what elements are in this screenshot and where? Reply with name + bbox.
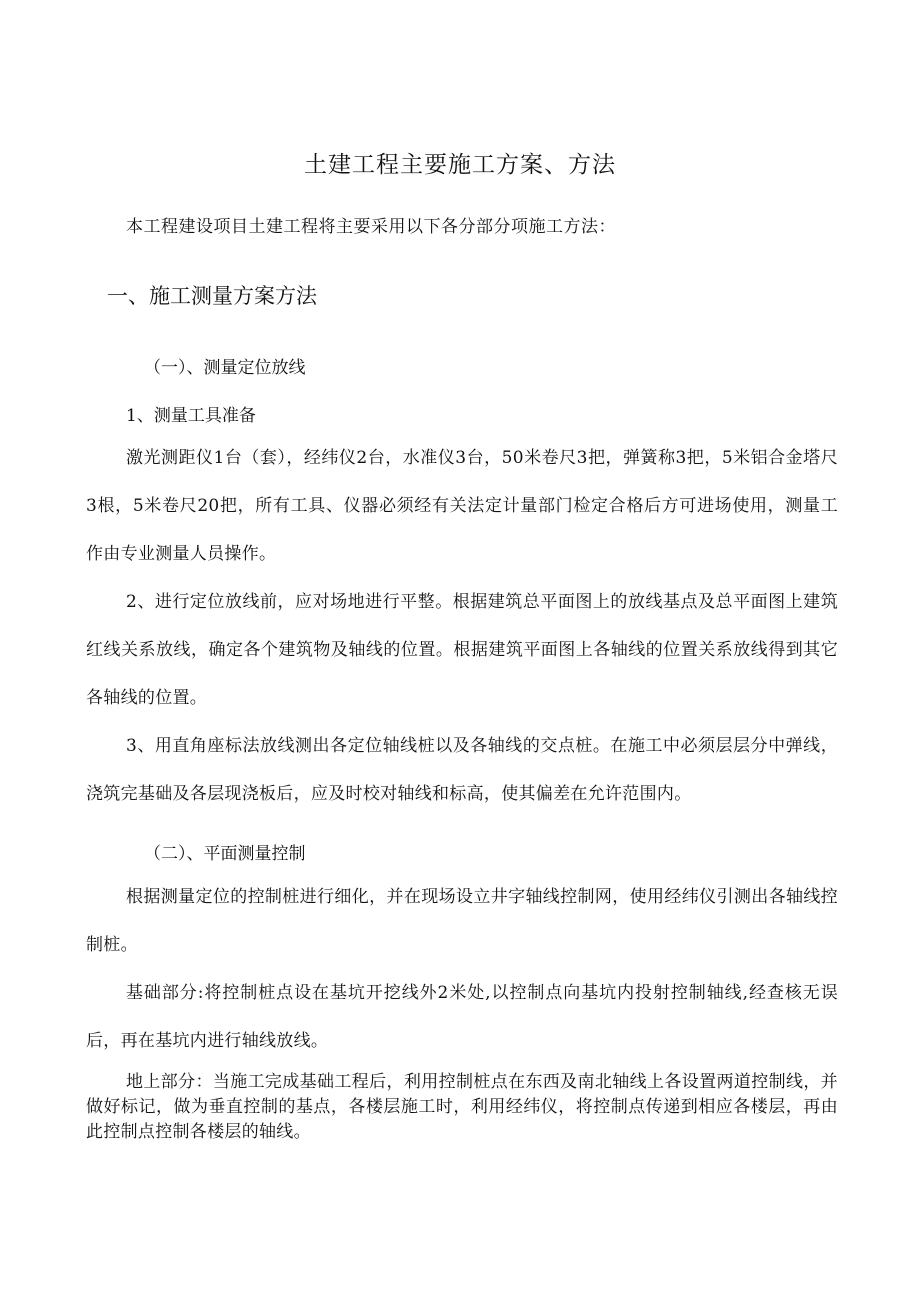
paragraph-tools: 激光测距仪1台（套），经纬仪2台，水准仪3台，50米卷尺3把，弹簧称3把，5米铝合金塔尺3根，5米卷尺20把，所有工具、仪器必须经有关法定计量部门检定合格后方可进场使用，测量工作由专业测量人员操作。: [86, 448, 838, 564]
paragraph-above-ground: 地上部分：当施工完成基础工程后，利用控制桩点在东西及南北轴线上各设置两道控制线，并做好标记，做为垂直控制的基点，各楼层施工时，利用经纬仪，将控制点传递到相应各楼层，再由此控制点控制各楼层的轴线。: [86, 1072, 838, 1142]
subsection-heading-1: （一）、测量定位放线: [144, 358, 306, 378]
section-heading-1: 一、施工测量方案方法: [107, 284, 317, 308]
paragraph-item-3: 3、用直角座标法放线测出各定位轴线桩以及各轴线的交点桩。在施工中必须层层分中弹线，浇筑完基础及各层现浇板后，应及时校对轴线和标高，使其偏差在允许范围内。: [86, 736, 838, 804]
intro-paragraph: 本工程建设项目土建工程将主要采用以下各分部分项施工方法：: [126, 217, 616, 237]
paragraph-item-2: 2、进行定位放线前，应对场地进行平整。根据建筑总平面图上的放线基点及总平面图上建筑红线关系放线，确定各个建筑物及轴线的位置。根据建筑平面图上各轴线的位置关系放线得到其它各轴线的位置。: [86, 592, 838, 708]
document-title: 土建工程主要施工方案、方法: [304, 152, 616, 178]
item-heading-1: 1、测量工具准备: [126, 406, 256, 426]
paragraph-foundation: 基础部分:将控制桩点设在基坑开挖线外2米处,以控制点向基坑内投射控制轴线,经查核无误后，再在基坑内进行轴线放线。: [86, 983, 838, 1051]
paragraph-control-network: 根据测量定位的控制桩进行细化，并在现场设立井字轴线控制网，使用经纬仪引测出各轴线控制桩。: [86, 887, 838, 955]
subsection-heading-2: （二）、平面测量控制: [144, 844, 306, 864]
